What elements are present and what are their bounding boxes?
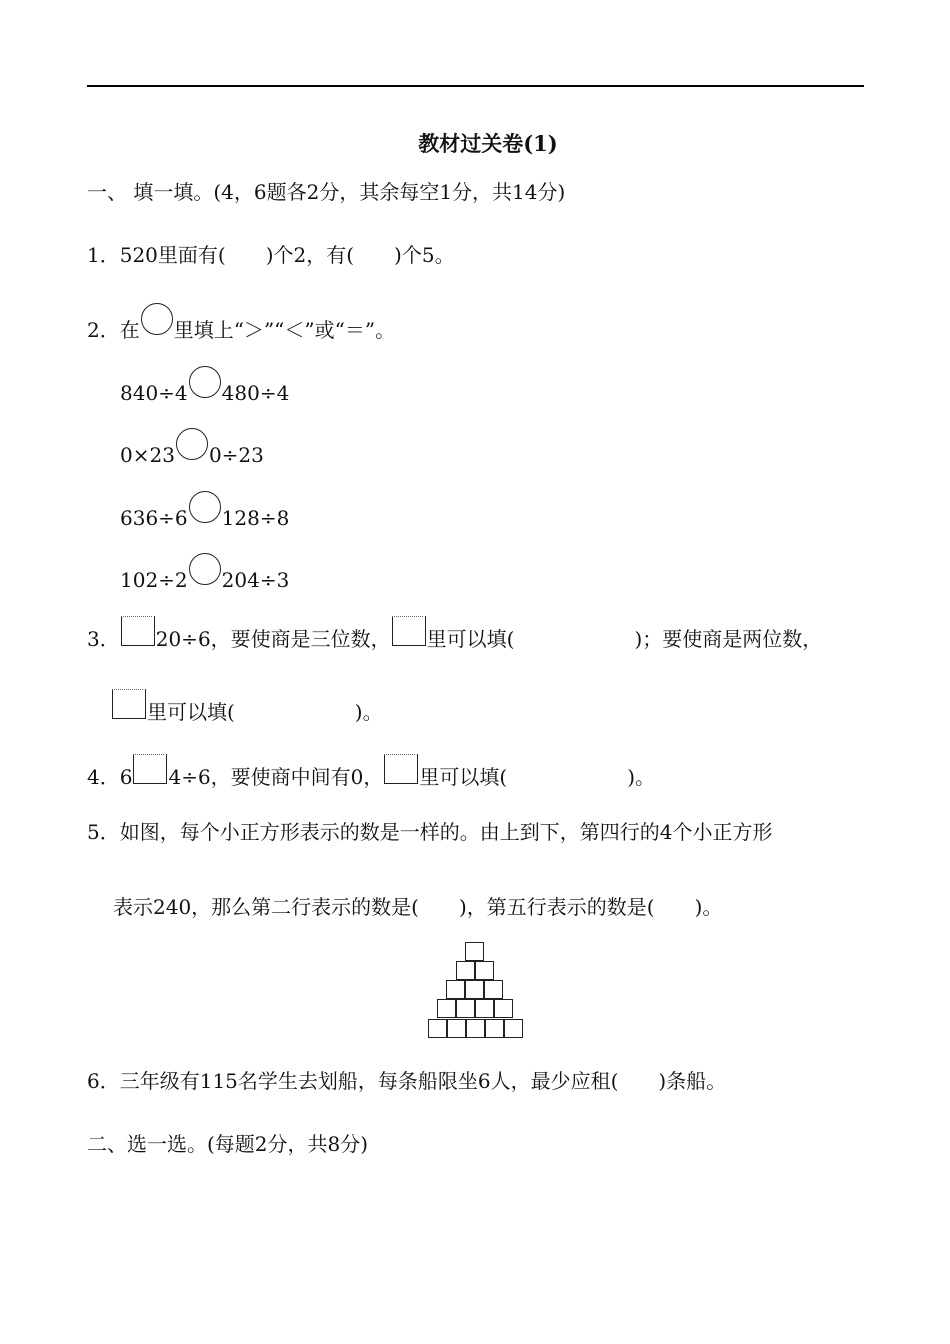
question-text-pre: 在 (119, 318, 140, 342)
section-1-heading: 一、 填一填。(4，6题各2分，其余每空1分，共14分) (87, 180, 566, 204)
compare-right: 128÷8 (221, 506, 290, 530)
pyramid-square (465, 942, 484, 961)
digit-box[interactable] (121, 616, 155, 646)
digit-box-icon (112, 689, 146, 719)
question-number: 5． (87, 820, 120, 844)
compare-item (120, 553, 289, 594)
question-number: 6． (87, 1069, 120, 1093)
pyramid-square (437, 999, 456, 1018)
question-number: 1． (87, 243, 120, 267)
compare-circle-icon (141, 303, 173, 335)
question-text: 520里面有( )个2，有( )个5。 (119, 243, 455, 267)
digit-box[interactable] (133, 754, 167, 784)
pyramid-square (446, 980, 465, 999)
question-text-a: 20÷6，要使商是三位数， (155, 627, 391, 651)
pyramid-square (466, 1019, 485, 1038)
compare-right: 0÷23 (208, 443, 264, 467)
pyramid-square (504, 1019, 523, 1038)
pyramid-square (456, 961, 475, 980)
compare-left: 0×23 (120, 443, 175, 467)
question-text-line1: 如图，每个小正方形表示的数是一样的。由上到下，第四行的4个小正方形 (119, 820, 773, 844)
question-text-c: 里可以填( )。 (147, 700, 383, 724)
section-2-heading: 二、选一选。(每题2分，共8分) (87, 1132, 369, 1156)
question-number: 2． (87, 318, 120, 342)
pyramid-square (485, 1019, 504, 1038)
compare-right: 204÷3 (221, 568, 290, 592)
compare-answer-circle[interactable] (189, 491, 221, 523)
digit-box-icon (384, 754, 418, 784)
pyramid-square (456, 999, 475, 1018)
question-text-b: 里可以填( )；要使商是两位数， (426, 627, 823, 651)
question-text: 三年级有115名学生去划船，每条船限坐6人，最少应租( )条船。 (119, 1069, 727, 1093)
question-4 (87, 754, 655, 791)
compare-answer-circle[interactable] (176, 428, 208, 460)
question-3 (87, 616, 822, 653)
compare-right: 480÷4 (221, 381, 290, 405)
compare-answer-circle[interactable] (189, 553, 221, 585)
pyramid-square (484, 980, 503, 999)
top-rule (87, 85, 864, 87)
compare-item (120, 366, 289, 407)
pyramid-square (428, 1019, 447, 1038)
pyramid-square (447, 1019, 466, 1038)
question-text-c: 里可以填( )。 (419, 765, 656, 789)
question-text-post: 里填上“＞”“＜”或“＝”。 (173, 318, 396, 342)
compare-left: 636÷6 (120, 506, 188, 530)
question-1 (87, 241, 455, 269)
question-5-line2: 表示240，那么第二行表示的数是( )，第五行表示的数是( )。 (113, 895, 723, 919)
compare-left: 102÷2 (120, 568, 188, 592)
page-title: 教材过关卷(1) (418, 131, 558, 156)
question-3-continued (111, 689, 383, 726)
pyramid-square (475, 961, 494, 980)
compare-answer-circle[interactable] (189, 366, 221, 398)
question-number: 3． (87, 627, 120, 651)
question-text-a: 6 (119, 765, 133, 789)
compare-left: 840÷4 (120, 381, 188, 405)
pyramid-square (494, 999, 513, 1018)
pyramid-square (475, 999, 494, 1018)
compare-item (120, 491, 289, 532)
compare-item (120, 428, 264, 469)
digit-box-icon (392, 616, 426, 646)
pyramid-square (465, 980, 484, 999)
question-number: 4． (87, 765, 120, 789)
question-6 (87, 1067, 726, 1095)
question-text-b: 4÷6，要使商中间有0， (168, 765, 384, 789)
question-5 (87, 818, 772, 846)
question-2 (87, 303, 395, 344)
